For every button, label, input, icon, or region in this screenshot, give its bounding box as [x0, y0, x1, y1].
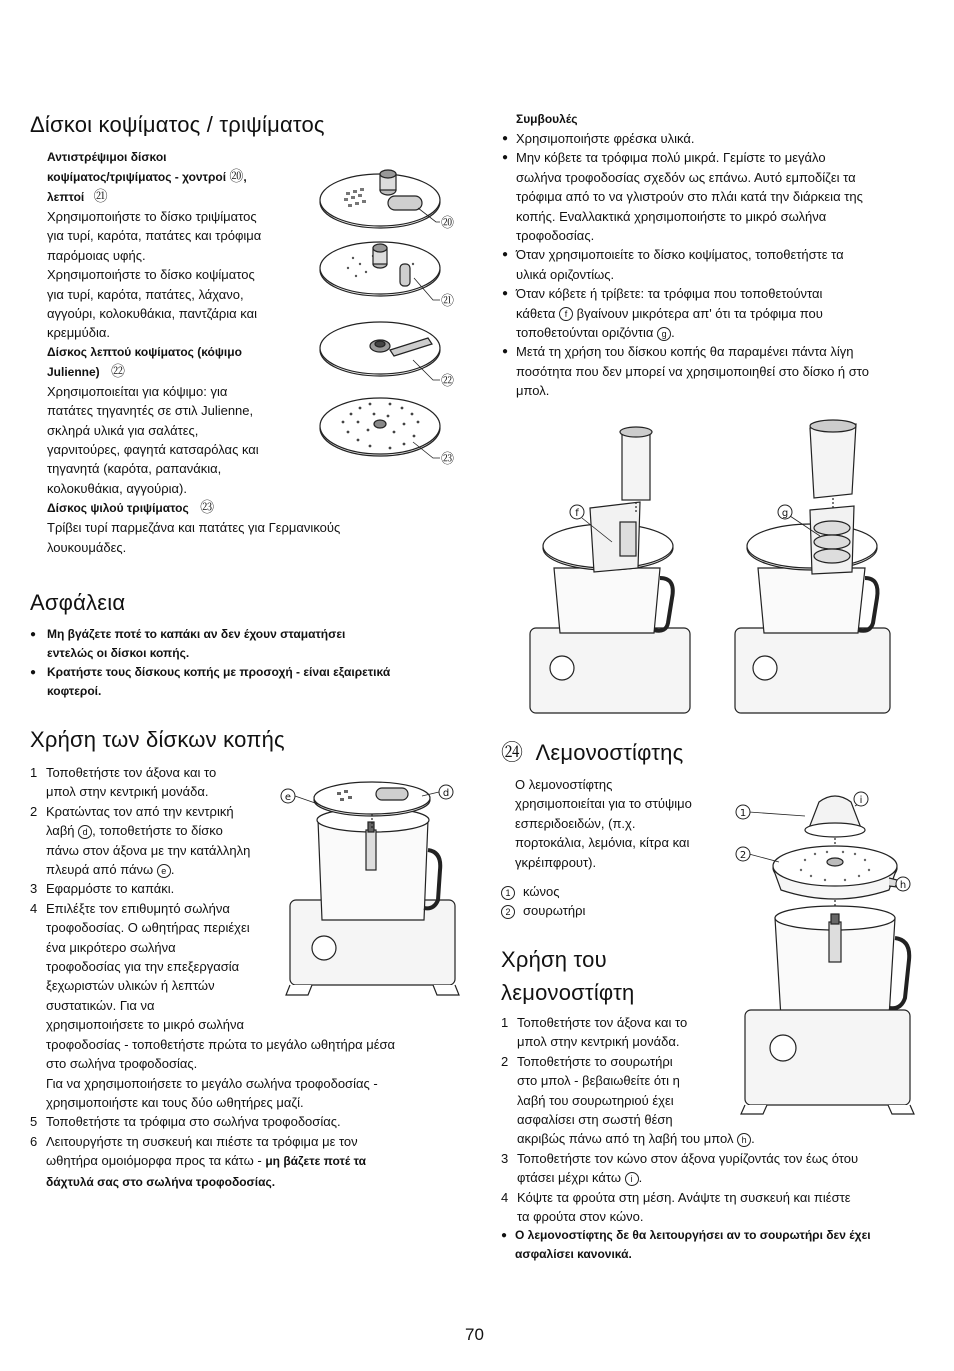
julienne-p: Χρησιμοποιείται για κόψιμο: για πατάτες τηγανητές σε στιλ Julienne, σκληρά υλικά για σαλάτες, γαρνιτούρες, φαγητά κατσαρόλας και τηγανητά (καρότα, ραπανάκια, κολοκυθάκια, αγγούρια). [47, 383, 259, 496]
ref-i: i [625, 1172, 639, 1186]
safety-heading: Ασφάλεια [30, 590, 126, 615]
juicer-parts [501, 882, 701, 921]
part-sieve: 2 σουρωτήρι [501, 901, 701, 920]
discs-heading: Δίσκοι κοψίματος / τριψίματος [30, 112, 325, 137]
ref-e: e [157, 864, 171, 878]
julienne-title-b: Julienne) [47, 364, 100, 379]
juicer-intro: Ο λεμονοστίφτης χρησιμοποιείται για το στύψιμο εσπεριδοειδών, (π.χ. πορτοκάλια, λεμόνια, κίτρα και γκρέιπφρουτ). [515, 777, 692, 870]
juicer-warning: ● Ο λεμονοστίφτης δε θα λειτουργήσει αν το σουρωτήρι δεν έχει ασφαλίσει κανονικά. [501, 1226, 931, 1264]
tip-item: ● Όταν κόβετε ή τρίβετε: τα τρόφιμα που τοποθετούνται κάθετα f βγαίνουν μικρότερα απ' ότι τα τρόφιμα που τοποθετούνται οριζόντια g . [502, 284, 932, 342]
feed-tube-illustration [520, 418, 890, 723]
safety-list [30, 625, 460, 701]
step-3: 3 Εφαρμόστε το καπάκι. [30, 881, 175, 897]
safety-item: ● Μη βγάζετε ποτέ το καπάκι αν δεν έχουν σταματήσει εντελώς οι δίσκοι κοπής. [30, 625, 460, 663]
ref-g: g [657, 327, 671, 341]
ref-fine: ㉓ [200, 499, 215, 516]
fine-title: Δίσκος ψιλού τριψίματος [47, 501, 189, 516]
safety-item: ● Κρατήστε τους δίσκους κοπής με προσοχή - είναι εξαιρετικά κοφτεροί. [30, 663, 460, 701]
reversible-title-b: κοψίματος/τριψίματος - χοντροί [47, 170, 227, 184]
label-e: e [284, 792, 292, 803]
juicer-heading: Λεμονοστίφτης [535, 740, 684, 765]
disc-label-22: ㉒ [441, 374, 455, 389]
label-d: d [442, 788, 450, 799]
disc-label-21: ㉑ [441, 294, 455, 309]
juicer-step-3: 3 Τοποθετήστε τον κώνο στον άξονα γυρίζοντάς τον έως ότου φτάσει μέχρι κάτω i . [501, 1150, 859, 1186]
tip-item: ● Μετά τη χρήση του δίσκου κοπής θα παραμένει πάντα λίγη ποσότητα που δεν μπορεί να χρησιμοποιηθεί στο δίσκο ή στο μπολ. [502, 342, 932, 400]
reversible-p2: Χρησιμοποιήστε το δίσκο κοψίματος για τυρί, καρότα, πατάτες, λάχανο, αγγούρι, κολοκυθάκια, παντζάρια και κρεμμύδια. [47, 267, 257, 341]
reversible-title-a: Αντιστρέψιμοι δίσκοι [47, 150, 167, 164]
julienne-title-a: Δίσκος λεπτού κοψίματος (κόψιμο [47, 344, 242, 359]
juicer-ref: ㉔ [501, 740, 524, 765]
step-2: 2 Κρατώντας τον από την κεντρική λαβή d , τοποθετήστε το δίσκο πάνω στον άξονα με την κατάλληλη πλευρά από πάνω e . [30, 803, 251, 878]
label-g: g [781, 508, 789, 519]
juicer-step-1: 1 Τοποθετήστε τον άξονα και το μπολ στην κεντρική μονάδα. [501, 1015, 688, 1050]
juicer-step-2: 2 Τοποθετήστε το σουρωτήρι στο μπολ - βεβαιωθείτε ότι η λαβή του σουρωτηριού έχει ασφαλίσει στη σωστή θέση ακριβώς πάνω από τη λαβή του μπολ h . [501, 1053, 755, 1147]
use-discs-heading: Χρήση των δίσκων κοπής [30, 727, 285, 752]
ref-d: d [78, 825, 92, 839]
reversible-title-c: λεπτοί [47, 190, 85, 204]
juicer-step-4: 4 Κόψτε τα φρούτα στη μέση. Ανάψτε τη συσκευή και πιέστε τα φρούτα στον κώνο. [501, 1189, 851, 1225]
label-f: f [575, 508, 579, 519]
ref-thin: ㉑ [93, 188, 108, 204]
ref-thick: ⑳ [229, 168, 244, 184]
label-i: i [859, 795, 863, 806]
ref-julienne: ㉒ [111, 362, 126, 379]
step-6: 6 Λειτουργήστε τη συσκευή και πιέστε τα τρόφιμα με τον ωθητήρα ομοιόμορφα προς τα κάτω - μη βάζετε ποτέ τα δάχτυλά σας στο σωλήνα τροφοδοσίας. [30, 1133, 366, 1189]
label-h: h [899, 880, 907, 891]
fine-p: Τρίβει τυρί παρμεζάνα και πατάτες για Γερμανικούς λουκουμάδες. [47, 520, 341, 555]
part-cone: 1 κώνος [501, 882, 701, 901]
tip-item: ● Μην κόβετε τα τρόφιμα πολύ μικρά. Γεμίστε το μεγάλο σωλήνα τροφοδοσίας σχεδόν ως επάνω. Αυτό εμποδίζει τα τρόφιμα από το να γλιστρούν στο πλάι κατά την διάρκεια της κοπής. Εναλλακτικά χρησιμοποιήστε το μικρό σωλήνα τροφοδοσίας. [502, 148, 932, 245]
page-number: 70 [465, 1325, 484, 1344]
step-1: 1 Τοποθετήστε τον άξονα και το μπολ στην κεντρική μονάδα. [30, 765, 217, 800]
tips-section [502, 110, 932, 401]
label-2: 2 [739, 850, 747, 861]
use-juicer-heading: Χρήση του λεμονοστίφτη [501, 947, 635, 1005]
juicer-illustration [735, 788, 915, 1116]
reversible-p1: Χρησιμοποιήστε το δίσκο τριψίματος για τυρί, καρότα, πατάτες και τρόφιμα παρόμοιας υφής. [47, 209, 262, 263]
food-processor-disc-illustration [282, 770, 462, 1010]
tip-item: ● Χρησιμοποιήστε φρέσκα υλικά. [502, 129, 932, 148]
tips-heading: Συμβουλές [516, 112, 578, 126]
ref-f: f [559, 307, 573, 321]
disc-label-23: ㉓ [441, 452, 455, 467]
step-5: 5 Τοποθετήστε τα τρόφιμα στο σωλήνα τροφοδοσίας. [30, 1114, 341, 1130]
ref-h: h [737, 1133, 751, 1147]
label-1: 1 [739, 808, 747, 819]
step-4: 4 Επιλέξτε τον επιθυμητό σωλήνα τροφοδοσίας. Ο ωθητήρας περιέχει ένα μικρότερο σωλήνα τροφοδοσίας για την επεξεργασία ξεχωριστών υλικών ή λεπτών συστατικών. Για να χρησιμοποιήσετε το μικρό σωλήνα τροφοδοσίας - τοποθετήστε πρώτα το μεγάλο ωθητήρα μέσα στο σωλήνα τροφοδοσίας. Για να χρησιμοποιήσετε το μεγάλο σωλήνα τροφοδοσίας - χρησιμοποιήστε και τους δύο ωθητήρες μαζί. [30, 900, 396, 1110]
disc-label-20: ⑳ [441, 216, 455, 231]
discs-text: Αντιστρέψιμοι δίσκοι κοψίματος/τριψίματος - χοντροί ⑳, λεπτοί ㉑ Χρησιμοποιήστε το δίσκο τριψίματος για τυρί, καρότα, πατάτες και τρόφιμα παρόμοιας υφής. Χρησιμοποιήστε το δίσκο κοψίματος για τυρί, καρότα, πατάτες, λάχανο, αγγούρι, κολοκυθάκια, παντζάρια και κρεμμύδια. Δίσκος λεπτού κοψίματος (κόψιμο Julienne) ㉒ Χρησιμοποιείται για κόψιμο: για πατάτες τηγανητές σε στιλ Julienne, σκληρά υλικά για σαλάτες, γαρνιτούρες, φαγητά κατσαρόλας και τηγανητά (καρότα, ραπανάκια, κολοκυθάκια, αγγούρια). Δίσκος ψιλού τριψίματος ㉓ Τρίβει τυρί παρμεζάνα και πατάτες για Γερμανικούς λουκουμάδες. [47, 148, 317, 557]
discs-illustration [318, 160, 463, 470]
tip-item: ● Όταν χρησιμοποιείτε το δίσκο κοψίματος, τοποθετήστε τα υλικά οριζοντίως. [502, 245, 932, 284]
